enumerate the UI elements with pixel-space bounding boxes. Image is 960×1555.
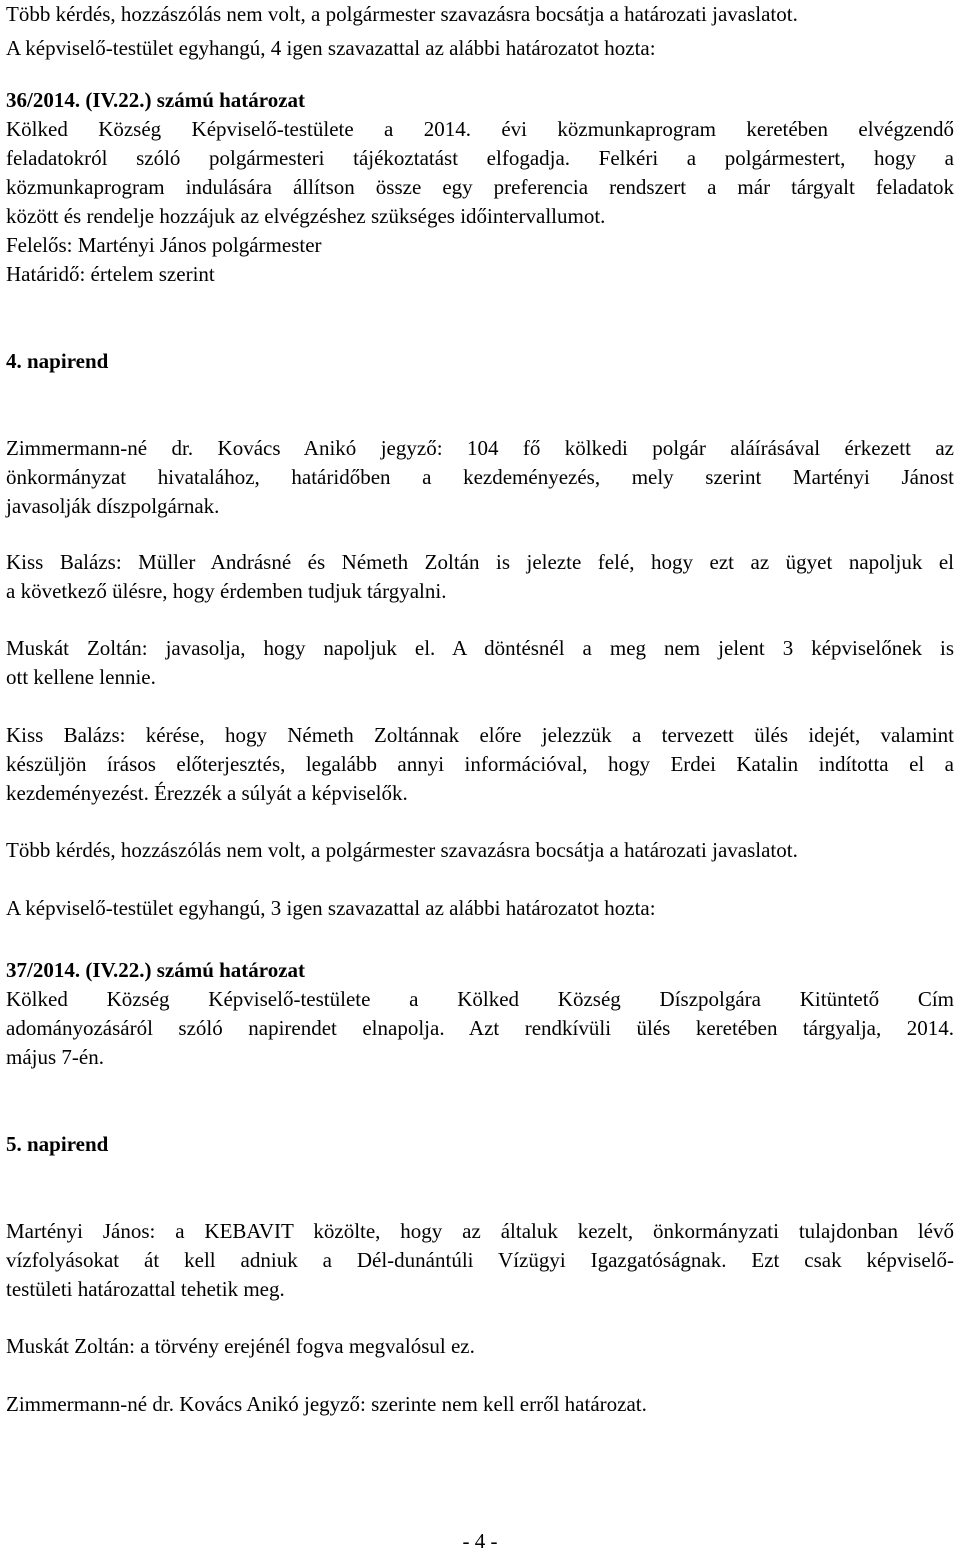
paragraph-line: vízfolyásokat át kell adniuk a Dél-dunántúli Vízügyi Igazgatóságnak. Ezt csak képviselő- <box>6 1248 954 1272</box>
paragraph-line: A képviselő-testület egyhangú, 3 igen szavazattal az alábbi határozatot hozta: <box>6 896 656 920</box>
agenda-4-heading: 4. napirend <box>6 349 109 373</box>
resolution-37-body-line: Kölked Község Képviselő-testülete a Kölked Község Díszpolgára Kitüntető Cím <box>6 987 954 1011</box>
resolution-36-body-line: között és rendelje hozzájuk az elvégzéshez szükséges időintervallumot. <box>6 204 606 228</box>
page-number: - 4 - <box>462 1529 498 1553</box>
paragraph-line: A képviselő-testület egyhangú, 4 igen szavazattal az alábbi határozatot hozta: <box>6 36 656 60</box>
paragraph-line: Muskát Zoltán: a törvény erejénél fogva megvalósul ez. <box>6 1334 475 1358</box>
resolution-36-body-line: Kölked Község Képviselő-testülete a 2014. évi közmunkaprogram keretében elvégzendő <box>6 117 954 141</box>
resolution-36-title: 36/2014. (IV.22.) számú határozat <box>6 88 306 112</box>
resolution-36-body-line: közmunkaprogram indulására állítson össze egy preferencia rendszert a már tárgyalt feladatok <box>6 175 954 199</box>
paragraph-line: Muskát Zoltán: javasolja, hogy napoljuk el. A döntésnél a meg nem jelent 3 képviselőnek is <box>6 636 954 660</box>
paragraph-line: Kiss Balázs: kérése, hogy Németh Zoltánnak előre jelezzük a tervezett ülés idejét, valamint <box>6 723 954 747</box>
paragraph-line: Zimmermann-né dr. Kovács Anikó jegyző: szerinte nem kell erről határozat. <box>6 1392 647 1416</box>
resolution-37-body-line: adományozásáról szóló napirendet elnapolja. Azt rendkívüli ülés keretében tárgyalja, 2014. <box>6 1016 954 1040</box>
paragraph-line: készüljön írásos előterjesztés, legalább annyi információval, hogy Erdei Katalin indította el a <box>6 752 954 776</box>
paragraph-line: javasolják díszpolgárnak. <box>6 494 220 518</box>
resolution-37-body-line: május 7-én. <box>6 1045 104 1069</box>
agenda-5-heading: 5. napirend <box>6 1132 109 1156</box>
resolution-36-body-line: feladatokról szóló polgármesteri tájékoztatást elfogadja. Felkéri a polgármestert, hogy a <box>6 146 954 170</box>
paragraph-line: Több kérdés, hozzászólás nem volt, a polgármester szavazásra bocsátja a határozati javaslatot. <box>6 838 798 862</box>
resolution-36-deadline: Határidő: értelem szerint <box>6 262 215 286</box>
paragraph-line: a következő ülésre, hogy érdemben tudjuk tárgyalni. <box>6 579 447 603</box>
paragraph-line: Martényi János: a KEBAVIT közölte, hogy az általuk kezelt, önkormányzati tulajdonban lévő <box>6 1219 954 1243</box>
paragraph-line: ott kellene lennie. <box>6 665 156 689</box>
paragraph-line: kezdeményezést. Érezzék a súlyát a képviselők. <box>6 781 408 805</box>
paragraph-line: Több kérdés, hozzászólás nem volt, a polgármester szavazásra bocsátja a határozati javaslatot. <box>6 2 798 26</box>
paragraph-line: Zimmermann-né dr. Kovács Anikó jegyző: 104 fő kölkedi polgár aláírásával érkezett az <box>6 436 954 460</box>
paragraph-line: Kiss Balázs: Müller Andrásné és Németh Zoltán is jelezte felé, hogy ezt az ügyet napoljuk el <box>6 550 954 574</box>
resolution-37-title: 37/2014. (IV.22.) számú határozat <box>6 958 306 982</box>
paragraph-line: testületi határozattal tehetik meg. <box>6 1277 285 1301</box>
paragraph-line: önkormányzat hivatalához, határidőben a kezdeményezés, mely szerint Martényi Jánost <box>6 465 954 489</box>
resolution-36-responsible: Felelős: Martényi János polgármester <box>6 233 322 257</box>
